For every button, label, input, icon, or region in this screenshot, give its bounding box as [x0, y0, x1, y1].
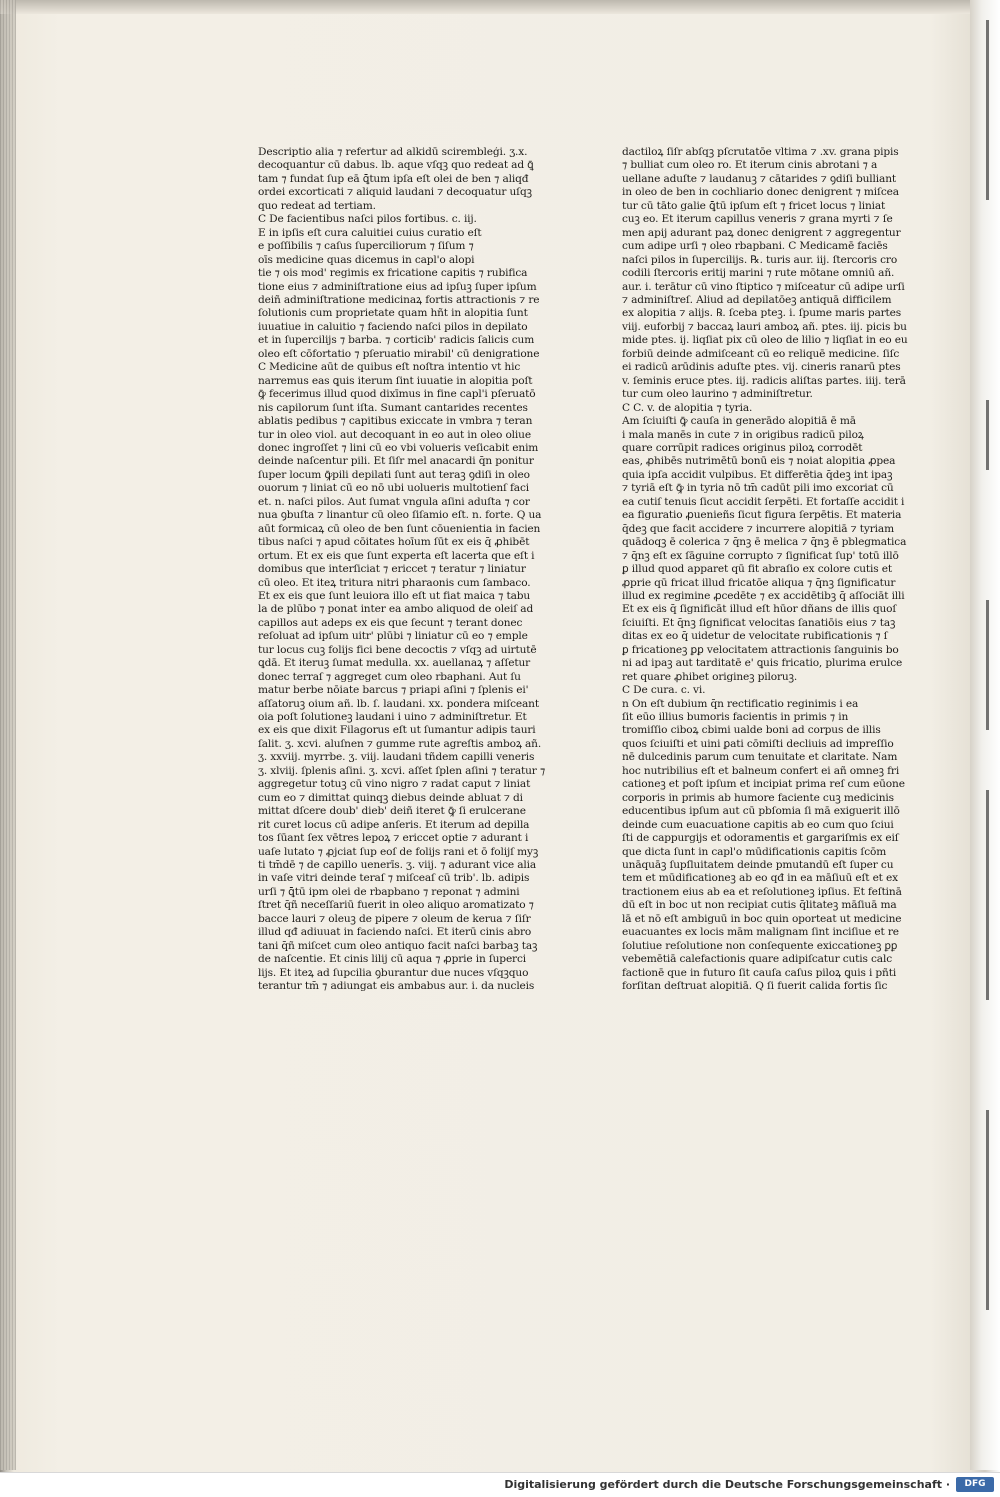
text-line: Descriptio alia ⁊ refertur ad alkidū scirembleģi. ʒ.x.	[258, 146, 528, 158]
text-line: illud ex regimine ꝓcedēte ⁊ ex accidētibꝫ q̄ aſſociāt illi	[622, 589, 905, 602]
text-line: educentibus ipſum aut cū pbſomia ſi mā exiguerit illō	[622, 805, 900, 818]
text-line: E in ipſis eſt cura caluitiei cuius curatio eſt	[258, 226, 482, 239]
text-line: rit curet̄ locus cū adipe anſeris. Et iterum ad depilla	[258, 818, 530, 831]
text-line: ʒ. xlviij. ſplenis aſini. ʒ. xcvi. aſſet̄ ſplen aſini ⁊ teratur ⁊	[258, 764, 546, 777]
text-line: ⁊ adminiſtreſ. Aliud ad depilatōeꝫ antiquā difficilem	[622, 293, 892, 306]
text-line: ꝑ fricationeꝫ ꝑꝑ velocitatem attractionis ſanguinis bo	[622, 643, 899, 656]
text-line: cationeꝫ et poſt ipſum et incipiat prima reſ cum eūone	[622, 778, 905, 791]
text-line: ſuper locum ꝙ̄pili depilati ſunt aut teraꝫ ꝯdiſi in oleo	[258, 468, 530, 481]
text-line: vebemētiā calefactionis quare adipiſcatur cutis calc	[622, 953, 892, 966]
text-line: tam ⁊ fundat ſup eā ꝗ̄tum ipſa eſt olei de ben ⁊ aliqđ	[258, 172, 529, 185]
text-line: corporis in primis ab humore faciente cuꝫ medicinis	[622, 791, 894, 804]
right-text-column	[622, 146, 918, 994]
text-line: quo redeat ad tertiam.	[258, 199, 376, 212]
text-line: tie ⁊ ois mod' regimis ex fricatione capitis ⁊ rubifica	[258, 267, 528, 280]
text-line: cuꝫ eo. Et iterum capillus veneris ⁊ grana myrti ⁊ ſe	[622, 213, 893, 226]
text-line: naſci pilos in ſupercilijs. ℞. turis aur. iij. ſtercoris cro	[622, 253, 898, 266]
text-line: et. n. naſci pilos. Aut ſumat vngula aſini aduſta ⁊ cor	[258, 495, 530, 508]
text-line: ꝓprie qū fricat̄ illud fricatōe aliqua ⁊ q̄nꝫ ſignificatur	[622, 576, 896, 589]
text-line: urſi ⁊ ꝗ̄tū ipm olei de rbapbano ⁊ reponat̄ ⁊ admini	[258, 885, 520, 898]
text-line: mittat̄ dſcere doub' dieb' deiñ iteret̄ ꝙ̄ ſi erulcerane	[258, 805, 526, 818]
text-line: tur cū tāto galie ꝗ̄tū ipſum eſt ⁊ fricet̄ locus ⁊ liniat̄	[622, 199, 886, 212]
text-line: tem et mūdificationeꝫ ab eo qđ in ea māſiuū eſt et ex	[622, 872, 898, 885]
text-line: e poſſibilis ⁊ caſus ſuperciliorum ⁊ ſiſum ⁊	[258, 240, 474, 253]
text-line: uaſe lutato ⁊ ꝓjciat̄ ſup eoſ de folijs rani et ō folijſ myꝫ	[258, 845, 539, 858]
text-line: ea cutiſ tenuis ſicut accidit ſerpēti. Et fortaſſe accidit i	[622, 495, 905, 508]
text-line: forſitan deſtruat alopitiā. Q̄ ſi fuerit calida fortis ſic	[622, 980, 888, 993]
text-line: ꝗdā. Et iteruꝫ ſumat medulla. xx. auellanaꝝ ⁊ aſſetur	[258, 657, 531, 670]
dfg-logo: DFG	[956, 1477, 994, 1492]
text-line: quia ipſa accidit vulpibus. Et differētia q̄deꝫ int̄ ipaꝫ	[622, 468, 893, 481]
book-spine-edge	[0, 0, 16, 1470]
left-text-column	[258, 146, 554, 994]
text-line: nē dulcedinis parum cum tenuitate et claritate. Nam	[622, 751, 898, 764]
text-line: oia poſt ſolutioneꝫ laudani i uino ⁊ adminiſtretur. Et	[258, 711, 527, 724]
text-line: ret quare ꝓhibet origineꝫ piloruꝫ.	[622, 670, 798, 683]
text-line: tractionem eius ab ea et reſolutioneꝫ ipſius. Et feſtinā	[622, 885, 902, 898]
text-line: nua ꝯbuſta ⁊ linantur cū oleo ſiſamio eſt. n. forte. Q ua	[258, 509, 542, 522]
text-line: ꝑ illud quod apparet qū fit abraſio ex colore cutis et	[622, 563, 892, 576]
text-line: tos ſūant ſex vētres lepoꝝ ⁊ ericcet̄ optie ⁊ adurant̄ i	[258, 832, 529, 845]
funding-credit: Digitalisierung gefördert durch die Deutsche Forschungsgemeinschaft ·	[504, 1478, 950, 1491]
text-line: C Medicine aūt de quibus eſt noſtra intentio vt hic	[258, 361, 521, 374]
text-line: tur cum oleo laurino ⁊ adminiſtretur.	[622, 388, 813, 401]
text-line: Et ex eis que ſunt leuiora illo eſt ut fiat maica ⁊ tabu	[258, 589, 531, 602]
text-line: unāquāꝫ ſupſluitatem deinde pmutandū eſt ſuper cu	[622, 859, 894, 872]
text-line: ouorum ⁊ liniat cū eo nō ubi uolueris multotienſ faci	[258, 482, 529, 495]
text-line: ſolutiue reſolutione non conſequente exiccationeꝫ ꝑꝑ	[622, 939, 898, 952]
text-line: terantur tm̄ ⁊ adiungat̄ eis ambabus aur. i. da nucleis	[258, 980, 535, 993]
text-line: ʒ. xxviij. myrrbe. ʒ. viij. laudani tñdem capilli veneris	[258, 751, 535, 764]
text-line: bacce lauri ⁊ oleuꝫ de pipere ⁊ oleum de kerua ⁊ ſiſr	[258, 912, 531, 925]
footer-bar	[0, 1472, 1000, 1497]
text-line: domibus que interſiciat ⁊ ericcet̄ ⁊ teratur ⁊ liniatur	[258, 563, 526, 576]
text-line: in oleo de ben in cochliario donec denigrent̄ ⁊ miſcea	[622, 186, 899, 199]
text-line: ni ad ipaꝫ aut tarditatē e' ꝗuis fricatio, plurima erulce	[622, 657, 903, 670]
text-line: donec terraſ ⁊ aggreget̄ cum oleo rbaphani. Aut ſu	[258, 670, 521, 683]
text-line: deinde naſcentur pili. Et ſiſr mel anacardi q̄n ponitur	[258, 455, 534, 468]
text-line: illud qđ adiuuat in faciendo naſci. Et iterū cinis abro	[258, 926, 532, 939]
text-line: la de plūbo ⁊ ponat̄ inter ea ambo aliquod de oleiſ ad	[258, 603, 534, 616]
text-line: que dicta ſunt in capl'o mūdificationis capitis ſcōm	[622, 845, 887, 858]
text-line: ex alopitia ⁊ alijs. ℞. ſceba pteꝫ. i. ſpume maris partes	[622, 307, 902, 320]
text-line: i mala manēs in cute ⁊ in origibus radicū piloꝝ	[622, 428, 864, 441]
text-line: tur in oleo viol. aut decoquant̄ in eo aut in oleo oliue	[258, 428, 531, 441]
text-line: ei radicū arūdinis aduſte ptes. vij. cineris ranarū ptes	[622, 361, 901, 374]
text-line: ordei excorticati ⁊ aliquid laudani ⁊ decoquatur uſqꝫ	[258, 186, 532, 199]
text-line: codili ſtercoris eritij marini ⁊ rute mōtane omniū añ.	[622, 267, 895, 280]
text-line: donec ingroſſet̄ ⁊ lini cū eo vbi volueris veſicabit enim	[258, 441, 539, 454]
text-line: decoquantur cū dabus. lb. aque vſqꝫ quo redeat ad ꝗ̄	[258, 159, 534, 172]
text-line: viij. euforbij ⁊ baccaꝝ lauri amboꝝ añ. ptes. iij. picis bu	[622, 320, 907, 333]
text-line: aggregetur totuꝫ cū vino nigro ⁊ radat̄ caput ⁊ liniat̄	[258, 778, 531, 791]
text-line: dū eſt in boc ut non recipiat cutis q̄litateꝫ māſiuā ma	[622, 899, 897, 912]
text-line: dactiloꝝ ſiſr abſqꝫ pſcrutatōe vltima ⁊ .xv. grana pipis	[622, 146, 899, 158]
text-line: ortum. Et ex eis que ſunt experta eſt lacerta que eſt i	[258, 549, 535, 562]
text-line: cum adipe urſi ⁊ oleo rbapbani. C Medicamē faciēs	[622, 240, 888, 253]
text-line: n On eſt dubium q̄n rectificatio reginimis i ea	[622, 697, 859, 710]
text-line: lā et nō eſt ambiguū in boc quin oporteat ut medicine	[622, 912, 902, 925]
text-line: narremus eas ꝗuis iterum ſint iuuatie in alopitia poſt	[258, 374, 533, 387]
text-line: mide ptes. ij. liqſiat pix cū oleo de lilio ⁊ liqſiat in eo eu	[622, 334, 908, 347]
book-top-edge	[0, 0, 1000, 14]
text-line: iuuatiue in caluitio ⁊ faciendo naſci pilos in depilato	[258, 320, 528, 333]
text-line: hoc nutribilius eſt et balneum confert ei añ omneꝫ fri	[622, 764, 900, 777]
text-line: ea figuratio ꝓuenieñs ſicut figura ſerpētis. Et materia	[622, 509, 902, 522]
text-line: aūt formicaꝝ cū oleo de ben ſunt cōuenientia in facien	[258, 522, 541, 535]
text-line: deinde cum euacuatione capitis ab eo cum quo ſciui	[622, 818, 894, 831]
text-line: aſſatoruꝫ oium añ. lb. ſ. laudani. xx. pondera miſceant̄	[258, 697, 539, 710]
text-line: ſit eūo illius bumoris facientis in primis ⁊ in	[622, 711, 849, 724]
text-line: ⁊ q̄nꝫ eſt ex ſāguine corrupto ⁊ ſignificat̄ ſup' totū illō	[622, 549, 899, 562]
text-line: ſti de cappurgijs et odoramentis et gargariſmis ex eiſ	[622, 832, 899, 845]
text-line: aur. i. terātur cū vino ſtiptico ⁊ miſceatur cū adipe urſi	[622, 280, 905, 293]
text-line: capillos aut adeps ex eis que ſecunt̄ ⁊ terant̄ donec	[258, 616, 523, 629]
text-line: eas, ꝓhibēs nutrimētū bonū eis ⁊ noiat̄ alopitia ꝓpea	[622, 455, 896, 468]
text-line: forbiū deinde admiſceant̄ cū eo reliquē medicine. ſiſc	[622, 347, 900, 360]
text-line: oleo eſt cōfortatio ⁊ pſeruatio mirabil' cū denigratione	[258, 347, 540, 360]
text-line: quare corrūpit radices originus piloꝝ corrodēt	[622, 441, 863, 454]
text-line: tione eius ⁊ adminiſtratione eius ad ipſuꝫ ſuper ipſum	[258, 280, 537, 293]
text-line: C C. v. de alopitia ⁊ tyria.	[622, 401, 753, 414]
text-line: lijs. Et iteꝝ ad ſupcilia ꝯburantur due nuces vſqꝫquo	[258, 966, 529, 979]
text-line: ſalit. ʒ. xcvi. aluſnen ⁊ gumme rute agreſtis amboꝝ añ.	[258, 737, 542, 750]
text-line: quādoqꝫ ē colerica ⁊ q̄nꝫ ē melica ⁊ q̄nꝫ ē pblegmatica	[622, 536, 907, 549]
text-line: ablatis pedibus ⁊ capitibus exiccate in vmbra ⁊ teran	[258, 415, 533, 428]
text-line: tibus naſci ⁊ apud cōitates hoīum ſūt ex eis q̄ ꝓhibēt	[258, 536, 530, 549]
text-line: tani q̄ñ miſcet̄ cum oleo antiquo facit naſci barbaꝫ taꝫ	[258, 939, 538, 952]
text-line: q̄deꝫ que facit accidere ⁊ incurrere alopitiā ⁊ tyriam	[622, 522, 894, 535]
text-line: ſtret̄ q̄ñ neceſſariū fuerit in oleo aliquo aromatizato ⁊	[258, 899, 534, 912]
text-line: ditas ex eo q̄ uidetur de velocitate rubificationis ⁊ ſ	[622, 630, 888, 643]
text-line: men apij adurant̄ paꝝ donec denigrent̄ ⁊ aggregentur	[622, 226, 901, 239]
text-line: Am ſciuiſti ꝙ̄ cauſa in generādo alopitiā ē mā	[622, 415, 856, 428]
text-line: reſoluat ad ipſum uitr' plūbi ⁊ liniatur cū eo ⁊ emple	[258, 630, 528, 643]
text-line: cum eo ⁊ dimittat̄ quinqꝫ diebus deinde abluat̄ ⁊ di	[258, 791, 523, 804]
text-line: Et ex eis q̄ ſignificāt illud eſt hūor dñans de illis quoſ	[622, 603, 897, 616]
text-line: ex eis que dixit Filagorus eſt ut ſumantur adipis tauri	[258, 724, 536, 737]
text-line: ti tm̄dē ⁊ de capillo uenerīs. ʒ. viij. ⁊ adurant̄ vice alia	[258, 859, 537, 872]
text-line: ⁊ tyriā eſt ꝙ̄ in tyria nō tm̄ cadūt pili imo excoriat̄ cū	[622, 482, 894, 495]
text-line: ſciuiſti. Et q̄nꝫ ſignificat̄ velocitas ſanatiōis eius ⁊ taꝫ	[622, 616, 896, 629]
text-line: ſolutionis cum proprietate quam hñt in alopitia ſunt	[258, 307, 528, 320]
text-line: ⁊ bulliat cum oleo ro. Et iterum cinis abrotani ⁊ a	[622, 159, 878, 172]
text-line: et in ſupercilijs ⁊ barba. ⁊ corticib' radicis ſalicis cum	[258, 334, 535, 347]
text-line: nis capilorum ſunt iſta. Sumant cantarides recentes	[258, 401, 528, 414]
text-line: uellane aduſte ⁊ laudanuꝫ ⁊ cātarides ⁊ ꝯdiſi bulliant	[622, 172, 896, 185]
text-line: quos ſciuiſti et uini ꝑati cōmiſti decliuis ad impreſſio	[622, 737, 894, 750]
text-line: factionē que in futuro ſit cauſa caſus piloꝝ ꝗuis i pñti	[622, 966, 897, 979]
text-line: matur berbe nōiate barcus ⁊ priapi aſini ⁊ ſplenis ei'	[258, 684, 529, 697]
text-line: tur locus cuꝫ folijs fici bene decoctis ⁊ vſqꝫ ad uirtutē	[258, 643, 537, 656]
text-line: tromiſſio ciboꝝ cbimi ualde boni ad corpus de illis	[622, 724, 881, 737]
text-line: de naſcentie. Et cinis lilij cū aqua ⁊ ꝓprie in ſuperci	[258, 953, 526, 966]
text-line: C De facientibus naſci pilos fortibus. c. iij.	[258, 213, 477, 226]
text-line: v. ſeminis eruce ptes. iij. radicis aliſtas partes. iiij. terā	[622, 374, 906, 387]
text-line: deiñ adminiſtratione medicinaꝝ fortis attractionis ⁊ re	[258, 293, 540, 306]
text-line: C De cura. c. vi.	[622, 684, 706, 697]
text-line: oīs medicine quas dicemus in capl'o alopi	[258, 253, 475, 266]
book-fore-edge	[970, 0, 1000, 1470]
text-line: in vaſe vitri deinde teraſ ⁊ miſceaſ cū trib'. lb. adipis	[258, 872, 530, 885]
text-line: euacuantes ex locis mām malignam ſint inciſiue et re	[622, 926, 899, 939]
text-line: ꝙ̄ fecerimus illud quod dixīmus in fine capl'i pſeruatō	[258, 388, 536, 401]
text-line: cū oleo. Et iteꝝ tritura nitri pharaonis cum ſambaco.	[258, 576, 531, 589]
